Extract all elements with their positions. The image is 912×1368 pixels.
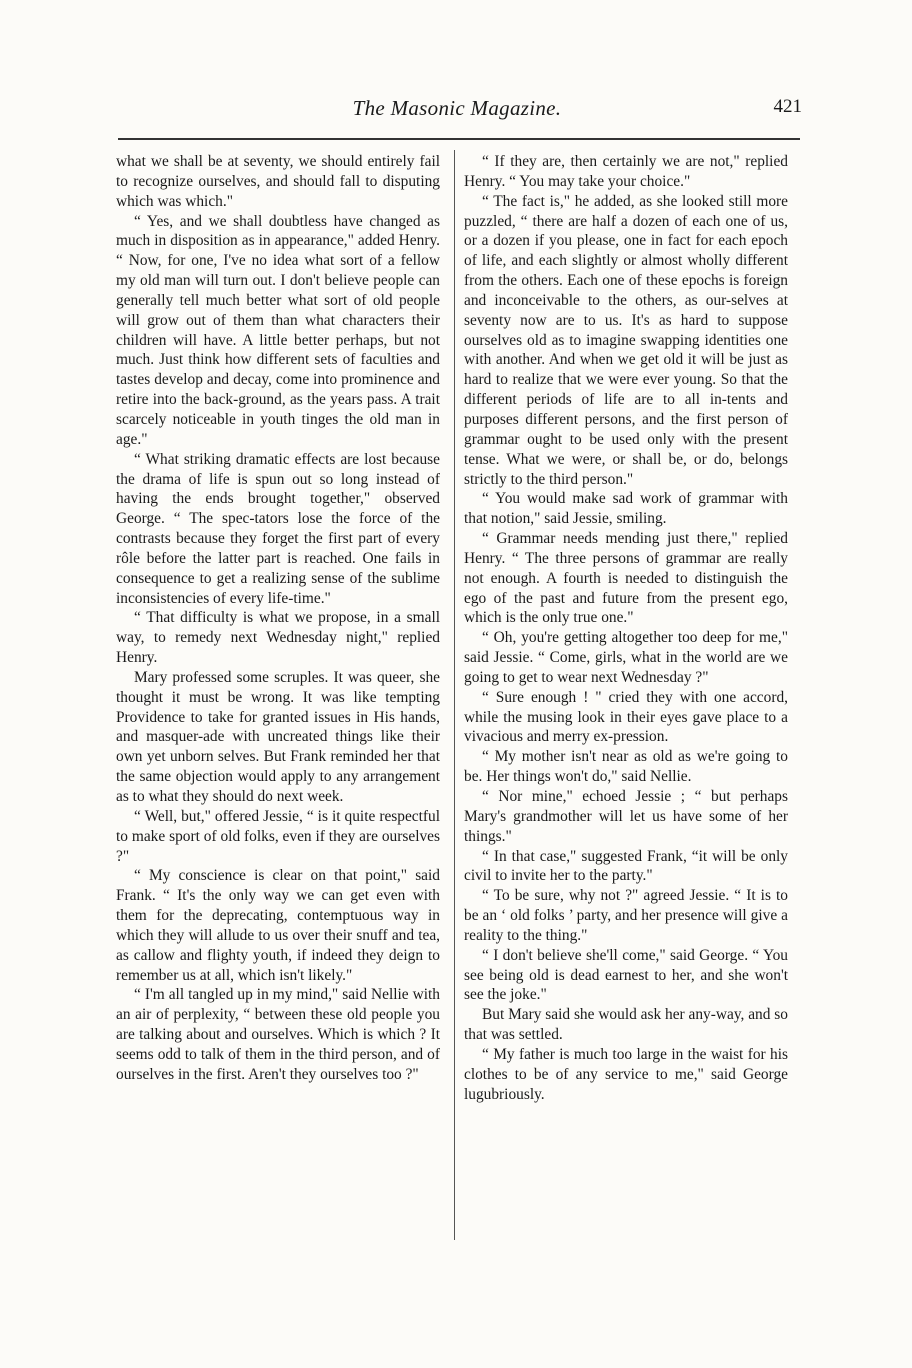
paragraph: “ You would make sad work of grammar with that notion," said Jessie, smiling. [464,490,788,528]
page-number: 421 [773,96,802,117]
page-header [112,96,802,126]
column-divider [454,150,455,1240]
magazine-title: The Masonic Magazine. [352,96,562,120]
paragraph: “ Oh, you're getting altogether too deep for me," said Jessie. “ Come, girls, what in the world are we going to get to wear next Wednesday ?" [464,629,788,686]
paragraph: But Mary said she would ask her any-way, and so that was settled. [464,1006,788,1044]
paragraph: “ That difficulty is what we propose, in a small way, to remedy next Wednesday night," replied Henry. [116,609,440,667]
paragraph: “ In that case," suggested Frank, “it will be only civil to invite her to the party." [464,847,788,885]
paragraph: “ Nor mine," echoed Jessie ; “ but perhaps Mary's grandmother will let us have some of her things." [464,788,788,845]
paragraph: “ The fact is," he added, as she looked still more puzzled, “ there are half a dozen of each one of us, or a dozen if you please, one in fact for each epoch of life, and each slightly or almost wholly different from the others. Each one of these epochs is foreign and inconceivable to the others, as our-selves at seventy now are to us. It's as hard to suppose ourselves old as to imagine swapping identities one with another. And when we get old it will be just as hard to realize that we were ever young. So that the different periods of life are to all in-tents and purposes different persons, and the first person of grammar ought to be used only with the present tense. What we were, or shall be, or do, belongs strictly to the third person." [464,192,788,488]
paragraph: “ My conscience is clear on that point," said Frank. “ It's the only way we can get even with them for the deprecating, contemptuous way in which they will allude to us over their snuff and tea, as callow and flighty youth, if indeed they deign to remember us at all, which isn't likely." [116,867,440,984]
paragraph: “ Yes, and we shall doubtless have changed as much in disposition as in appearance," added Henry. “ Now, for one, I've no idea what sort of a fellow my old man will turn out. I don't believe people can generally tell much better what sort of old people will grow out of them than what characters their children will have. A little better perhaps, but not much. Just think how different sets of faculties and tastes develop and decay, come into prominence and retire into the back-ground, as the years pass. A trait scarcely noticeable in youth tinges the old man in age." [116,212,440,448]
paragraph: “ My mother isn't near as old as we're going to be. Her things won't do," said Nellie. [464,748,788,786]
paragraph: “ Sure enough ! " cried they with one accord, while the musing look in their eyes gave place to a vivacious and merry ex-pression. [464,688,788,746]
left-column [116,152,440,1085]
paragraph: Mary professed some scruples. It was queer, she thought it must be wrong. It was like tempting Providence to take for granted issues in His hands, and masquer-ade with uncreated things like their own yet unborn selves. But Frank reminded her that the same objection would apply to any arrangement as to what they should do next week. [116,668,440,805]
paragraph: “ I'm all tangled up in my mind," said Nellie with an air of perplexity, “ between these old people you are talking about and ourselves. Which is which ? It seems odd to talk of them in the third person, and of ourselves in the first. Aren't they ourselves too ?" [116,986,440,1083]
paragraph: “ Grammar needs mending just there," replied Henry. “ The three persons of grammar are really not enough. A fourth is needed to distinguish the ego of the past and future from the present ego, which is the only true one." [464,530,788,627]
paragraph: what we shall be at seventy, we should entirely fail to recognize ourselves, and should fall to disputing which was which." [116,153,440,210]
paragraph: “ Well, but," offered Jessie, “ is it quite respectful to make sport of old folks, even if they are ourselves ?" [116,807,440,865]
header-rule [118,138,800,140]
paragraph: “ What striking dramatic effects are lost because the drama of life is spun out so long instead of having the ends brought together," observed George. “ The spec-tators lose the force of the contrasts because they forget the first part of every rôle before the latter part is reached. One fails in consequence to get a realizing sense of the sublime inconsistencies of every life-time." [116,450,440,607]
paragraph: “ To be sure, why not ?" agreed Jessie. “ It is to be an ‘ old folks ’ party, and her presence will give a reality to the thing." [464,887,788,944]
paragraph: “ If they are, then certainly we are not," replied Henry. “ You may take your choice." [464,153,788,190]
paragraph: “ My father is much too large in the waist for his clothes to be of any service to me," said George lugubriously. [464,1045,788,1103]
paragraph: “ I don't believe she'll come," said George. “ You see being old is dead earnest to her, and she won't see the joke." [464,946,788,1004]
right-column [464,152,788,1105]
